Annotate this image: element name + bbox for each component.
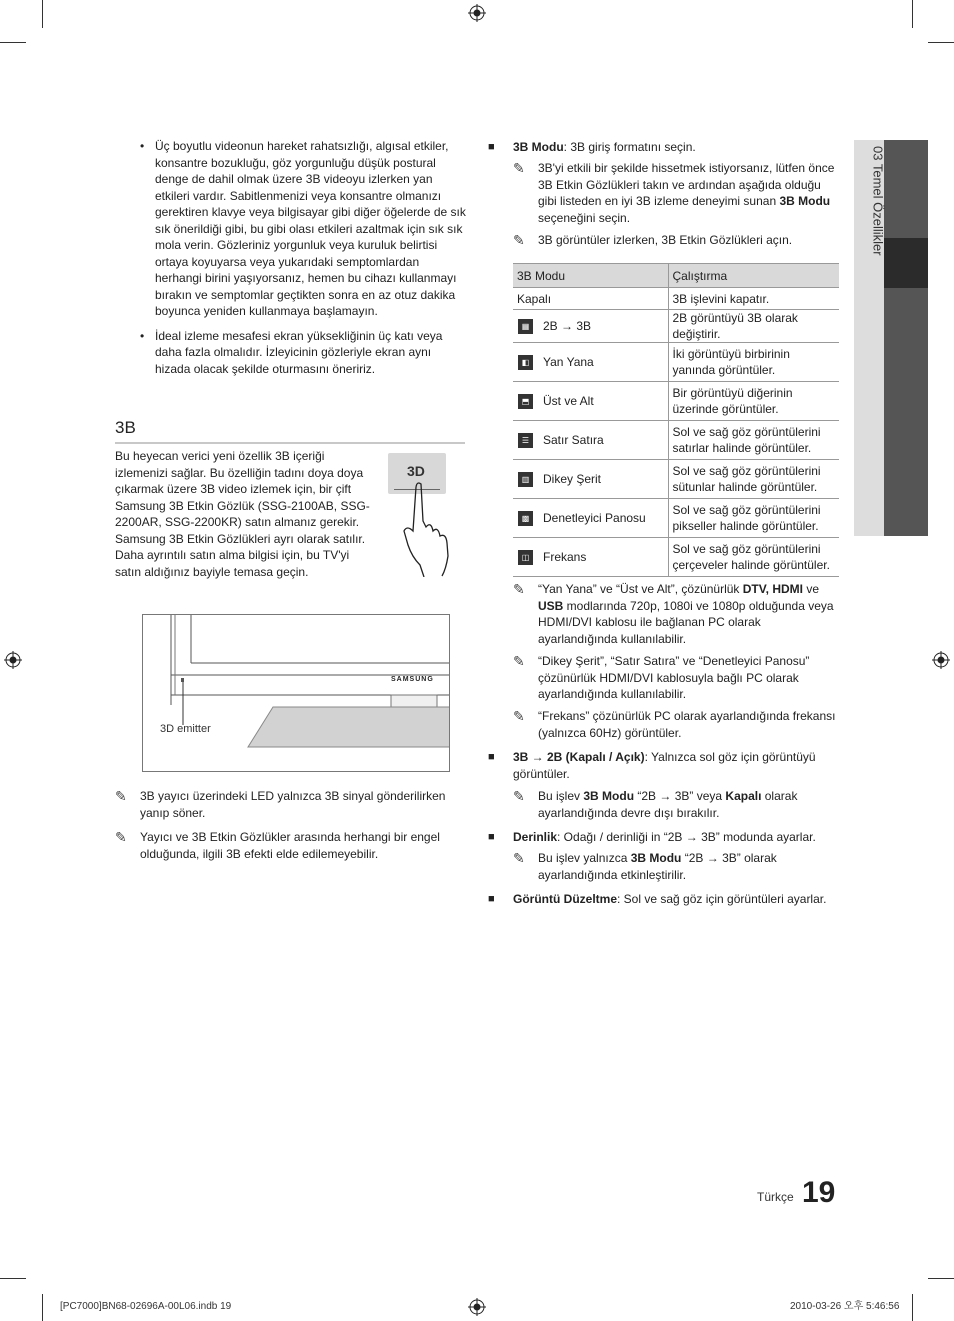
vertical-stripe-icon: ▥ [518,472,533,487]
note [513,788,839,821]
table-cell-desc: Sol ve sağ göz görüntülerini pikseller halinde görüntüler. [668,499,839,538]
table-row [513,421,839,460]
table-row [513,343,839,382]
note-text: “2B → 3B” veya [634,789,726,803]
samsung-logo: SAMSUNG [391,676,434,683]
mode-icon-cell [513,421,539,460]
table-cell-desc: 3B işlevini kapatır. [668,288,839,310]
remote-3d-button-illustration [388,453,448,578]
note-bold: USB [538,598,564,613]
note-bold: 3B Modu [630,851,682,865]
table-row [513,288,839,310]
table-header-row [513,264,839,288]
registration-mark-icon [468,4,486,22]
bullet-label: Görüntü Düzeltme [513,892,617,906]
table-header-cell: Çalıştırma [668,264,839,288]
note-text: seçeneğini seçin. [538,210,631,225]
pen-note-icon: ✎ [513,850,525,866]
note [115,829,465,862]
bullet-dot-icon: • [140,328,145,343]
note-text: ve [803,582,820,596]
registration-mark-icon [932,651,950,669]
square-bullet-icon: ■ [488,141,495,153]
table-cell-desc: 2B görüntüyü 3B olarak değiştirir. [668,310,839,343]
pen-note-icon: ✎ [513,788,525,804]
pen-note-icon: ✎ [513,708,525,724]
crop-mark [928,1278,954,1279]
image-correction-bullet [488,891,840,908]
bullet-item [115,328,467,378]
table-cell-mode: Kapalı [513,288,668,310]
table-cell-desc: Sol ve sağ göz görüntülerini sütunlar halinde görüntüler. [668,460,839,499]
square-bullet-icon: ■ [488,893,495,905]
side-tab-active-block [884,238,928,288]
note [513,581,839,647]
pen-note-icon: ✎ [115,829,127,845]
mode-table [513,263,839,577]
crop-mark [928,42,954,43]
table-cell-mode: 2B → 3B [539,310,668,343]
mode-icon-cell [513,343,539,382]
crop-mark [912,1294,913,1321]
table-cell-mode: Yan Yana [539,343,668,382]
emitter-label: 3D emitter [160,723,211,735]
crop-mark [912,0,913,28]
crop-mark [42,0,43,28]
note-bold: 3B Modu [583,789,635,803]
mode-2d-3d-icon: ▦ [518,319,533,334]
mode-icon-cell [513,499,539,538]
pen-note-icon: ✎ [513,653,525,669]
print-footer-right: 2010-03-26 오후 5:46:56 [790,1301,900,1312]
note [115,788,465,821]
note-text: “Dikey Şerit”, “Satır Satıra” ve “Denetleyici Panosu” çözünürlük HDMI/DVI kablosuyla bağlı PC olarak ayarlandığında kullanılabilir. [538,654,810,701]
note-bold: Kapalı [725,789,762,803]
intro-text [115,448,370,580]
bullet-label: 3B Modu [513,140,564,154]
registration-mark-icon [468,1298,486,1316]
bullet-label: Derinlik [513,830,558,844]
note-text: Yayıcı ve 3B Etkin Gözlükler arasında herhangi bir engel olduğunda, ilgili 3B efekti elde edilemeyebilir. [140,830,440,861]
table-header-cell: 3B Modu [513,264,668,288]
bullet-text: İdeal izleme mesafesi ekran yüksekliğinin üç katı veya daha fazla olmalıdır. İzleyicinin gözleriyle ekran aynı hizada olacak şekilde oturmasını öneririz. [155,328,443,376]
note-text: “Frekans” çözünürlük PC olarak ayarlandığında frekansı (yalnızca 60Hz) görüntüler. [538,709,836,740]
bullet-text: : Yalnızca sol göz için görüntüyü görüntüler. [513,750,816,781]
table-cell-desc: Sol ve sağ göz görüntülerini satırlar halinde görüntüler. [668,421,839,460]
mode-icon-cell [513,460,539,499]
note-text: 3B'yi etkili bir şekilde hissetmek istiyorsanız, lütfen önce 3B Etkin Gözlükleri takın ve ardından aşağıda olduğu gibi listeden en iyi 3B izleme deneyimi sunan [538,161,835,208]
left-bullets [115,138,467,385]
table-cell-mode: Frekans [539,538,668,577]
chapter-side-tab: 03 Temel Özellikler [870,146,886,256]
section-title: 3B [115,418,465,444]
remote-button-label: 3D [407,463,425,479]
note [513,653,839,703]
note-text: Bu işlev yalnızca [538,851,631,865]
table-cell-mode: Üst ve Alt [539,382,668,421]
note-text: “Yan Yana” ve “Üst ve Alt”, çözünürlük [538,582,743,596]
pen-note-icon: ✎ [513,581,525,597]
table-cell-desc: İki görüntüyü birbirinin yanında görüntüler. [668,343,839,382]
line-by-line-icon: ☰ [518,433,533,448]
frequency-icon: ◫ [518,550,533,565]
note-text: Bu işlev [538,789,584,803]
note-text: “2B → 3B” olarak ayarlandığında etkinleştirilir. [538,851,777,882]
table-cell-desc: Sol ve sağ göz görüntülerini çerçeveler halinde görüntüler. [668,538,839,577]
table-row [513,460,839,499]
intro-paragraph: Bu heyecan verici yeni özellik 3B içeriği izlemenizi sağlar. Bu özelliğin tadını doya doya çıkarmak üzere 3B video izlemek için, bir çift Samsung 3B Etkin Gözlük (SSG-2100AB, SSG-2200AR, SSG-2200KR) satın almanız gerekir. [115,449,370,529]
crop-mark [0,1278,26,1279]
bullet-dot-icon: • [140,139,145,153]
depth-bullet [488,829,840,846]
table-row [513,382,839,421]
crop-mark [42,1294,43,1321]
bullet-text: : Sol ve sağ göz için görüntüleri ayarlar. [617,892,827,906]
table-cell-mode: Satır Satıra [539,421,668,460]
table-cell-desc: Bir görüntüyü diğerinin üzerinde görüntüler. [668,382,839,421]
note-text: modlarında 720p, 1080i ve 1080p olduğunda veya HDMI/DVI kablosu ile bağlanan PC olarak ayarlandığında kullanılabilir. [538,598,834,646]
crop-mark [0,42,26,43]
page-language: Türkçe [757,1190,794,1204]
note [513,850,839,883]
mode-icon-cell [513,538,539,577]
note-text: 3B yayıcı üzerindeki LED yalnızca 3B sinyal gönderilirken yanıp söner. [140,789,446,820]
mode-icon-cell [513,382,539,421]
square-bullet-icon: ■ [488,751,495,763]
registration-mark-icon [4,651,22,669]
tv-drawing [143,615,450,772]
note-bold: 3B Modu [779,194,831,208]
top-bottom-icon: ⬒ [518,394,533,409]
note-text: olarak ayarlandığında devre dışı bırakılır. [538,789,798,820]
bullet-text: : 3B giriş formatını seçin. [563,140,696,154]
square-bullet-icon: ■ [488,831,495,843]
pen-note-icon: ✎ [115,788,127,804]
note [513,160,839,226]
table-cell-mode: Dikey Şerit [539,460,668,499]
mode-bullet [488,139,840,156]
bullet-text: Üç boyutlu videonun hareket rahatsızlığı, algısal etkiler, konsantre bozukluğu, göz yorgunluğu düşük postural denge de dahil olmak üzere 3B videoyu izlerken yan etkileri vardır. Sabitlenmenizi veya konsantre olmanızı gerektiren klavye veya bilgisayar gibi diğer öğelerde de sık sık önerildiği gibi, bu gibi olası etkileri azaltmak için sık sık mola verin. Gözleriniz yorgunluk veya kuruluk belirtisi ortaya koyuyarsa veya yukarıdaki semptomlardan herhangi birini yaşıyorsanız, hemen bu cihazı kullanmayı bırakın ve semptomlar geçtikten sonra en az otuz dakika boyunca yeniden kullanmaya başlamayın. [155,139,466,318]
note-bold: DTV, HDMI [742,582,803,596]
pen-note-icon: ✎ [513,160,525,176]
note [513,232,839,249]
bullet-text: : Odağı / derinliği in “2B → 3B” modunda ayarlar. [557,830,816,844]
bullet-item [115,138,467,320]
note [513,708,839,741]
page-number: 19 [802,1176,836,1209]
table-cell-mode: Denetleyici Panosu [539,499,668,538]
note-text: 3B görüntüler izlerken, 3B Etkin Gözlükleri açın. [538,233,793,247]
tv-emitter-illustration [142,614,450,772]
pen-note-icon: ✎ [513,232,525,248]
intro-paragraph: Samsung 3B Etkin Gözlükleri ayrı olarak satılır. Daha ayrıntılı satın alma bilgisi için, bu TV'yi satın aldığınız bayiyle temasa geçin. [115,531,366,579]
side-tab-block [884,288,928,536]
3d-to-2d-bullet [488,749,840,782]
table-row [513,538,839,577]
side-by-side-icon: ◧ [518,355,533,370]
mode-icon-cell [513,310,539,343]
table-row [513,499,839,538]
hand-pointer-icon [402,481,452,577]
checkerboard-icon: ▩ [518,511,533,526]
side-tab-block [884,140,928,238]
table-row [513,310,839,343]
print-footer-left: [PC7000]BN68-02696A-00L06.indb 19 [60,1301,232,1312]
bullet-label: 3B → 2B (Kapalı / Açık) [513,750,645,764]
